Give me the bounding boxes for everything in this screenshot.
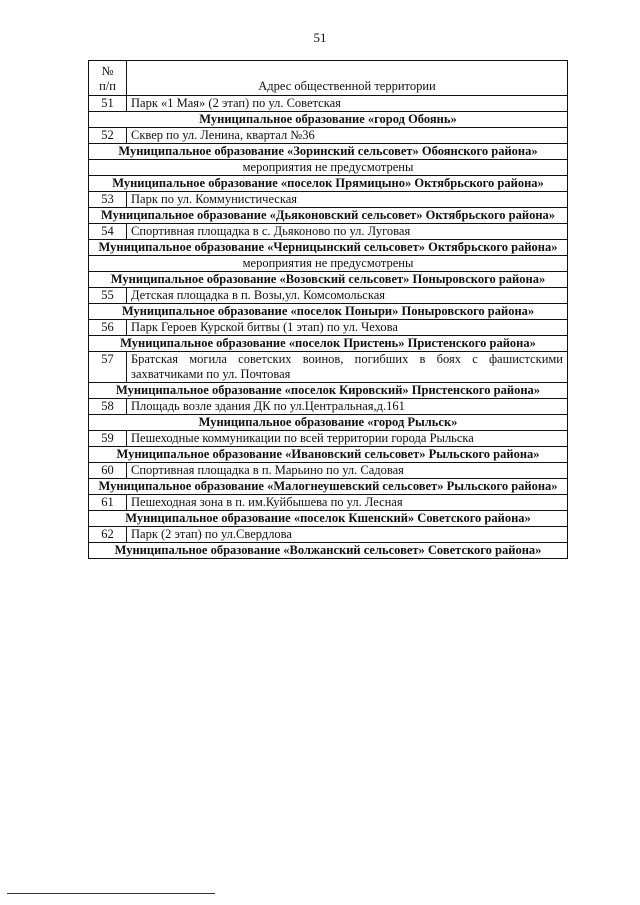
row-address: Сквер по ул. Ленина, квартал №36 bbox=[127, 128, 568, 144]
row-address: Пешеходные коммуникации по всей территории города Рыльска bbox=[127, 431, 568, 447]
municipality-heading: Муниципальное образование «поселок Прямицыно» Октябрьского района» bbox=[89, 176, 568, 192]
table-row-territory bbox=[89, 128, 568, 144]
table-row-municipality bbox=[89, 543, 568, 559]
row-address: Спортивная площадка в с. Дьяконово по ул. Луговая bbox=[127, 224, 568, 240]
table-row-municipality bbox=[89, 511, 568, 527]
table-row-municipality bbox=[89, 415, 568, 431]
municipality-heading: Муниципальное образование «поселок Кировский» Пристенского района» bbox=[89, 383, 568, 399]
row-number: 57 bbox=[89, 352, 127, 383]
table-row-territory bbox=[89, 527, 568, 543]
row-address: Парк Героев Курской битвы (1 этап) по ул. Чехова bbox=[127, 320, 568, 336]
table-row-territory bbox=[89, 431, 568, 447]
row-address: Парк по ул. Коммунистическая bbox=[127, 192, 568, 208]
row-number: 51 bbox=[89, 96, 127, 112]
row-number: 52 bbox=[89, 128, 127, 144]
row-number: 62 bbox=[89, 527, 127, 543]
municipality-heading: Муниципальное образование «Черницынский сельсовет» Октябрьского района» bbox=[89, 240, 568, 256]
table-row-territory bbox=[89, 352, 568, 383]
no-measures-note: мероприятия не предусмотрены bbox=[89, 160, 568, 176]
table-row-municipality bbox=[89, 144, 568, 160]
table-row-territory bbox=[89, 495, 568, 511]
table-row-no-measures bbox=[89, 160, 568, 176]
row-address: Парк (2 этап) по ул.Свердлова bbox=[127, 527, 568, 543]
municipality-heading: Муниципальное образование «город Рыльск» bbox=[89, 415, 568, 431]
row-address: Братская могила советских воинов, погибших в боях с фашистскими захватчиками по ул. Почтовая bbox=[127, 352, 568, 383]
table-row-no-measures bbox=[89, 256, 568, 272]
row-number: 61 bbox=[89, 495, 127, 511]
municipality-heading: Муниципальное образование «поселок Кшенский» Советского района» bbox=[89, 511, 568, 527]
table-row-municipality bbox=[89, 240, 568, 256]
row-number: 60 bbox=[89, 463, 127, 479]
header-number-label: № п/п bbox=[99, 64, 116, 93]
row-number: 54 bbox=[89, 224, 127, 240]
table-row-municipality bbox=[89, 208, 568, 224]
header-address: Адрес общественной территории bbox=[127, 61, 568, 96]
table-row-municipality bbox=[89, 383, 568, 399]
table-header-row bbox=[89, 61, 568, 96]
municipality-heading: Муниципальное образование «город Обоянь» bbox=[89, 112, 568, 128]
row-number: 56 bbox=[89, 320, 127, 336]
table-row-territory bbox=[89, 224, 568, 240]
table-row-municipality bbox=[89, 479, 568, 495]
table-row-municipality bbox=[89, 336, 568, 352]
table-row-territory bbox=[89, 399, 568, 415]
table-body bbox=[89, 96, 568, 559]
municipality-heading: Муниципальное образование «Ивановский сельсовет» Рыльского района» bbox=[89, 447, 568, 463]
table-row-territory bbox=[89, 320, 568, 336]
table-row-municipality bbox=[89, 112, 568, 128]
row-address: Пешеходная зона в п. им.Куйбышева по ул. Лесная bbox=[127, 495, 568, 511]
municipality-heading: Муниципальное образование «поселок Поныри» Поныровского района» bbox=[89, 304, 568, 320]
table-row-territory bbox=[89, 463, 568, 479]
header-number bbox=[89, 61, 127, 96]
table-row-municipality bbox=[89, 447, 568, 463]
municipality-heading: Муниципальное образование «Волжанский сельсовет» Советского района» bbox=[89, 543, 568, 559]
footer-rule bbox=[7, 893, 215, 894]
row-number: 53 bbox=[89, 192, 127, 208]
page-number: 51 bbox=[313, 30, 327, 45]
row-number: 58 bbox=[89, 399, 127, 415]
table-row-municipality bbox=[89, 272, 568, 288]
municipality-heading: Муниципальное образование «поселок Пристень» Пристенского района» bbox=[89, 336, 568, 352]
territories-table bbox=[88, 60, 568, 559]
row-address: Спортивная площадка в п. Марьино по ул. Садовая bbox=[127, 463, 568, 479]
municipality-heading: Муниципальное образование «Малогнеушевский сельсовет» Рыльского района» bbox=[89, 479, 568, 495]
row-address: Парк «1 Мая» (2 этап) по ул. Советская bbox=[127, 96, 568, 112]
row-number: 59 bbox=[89, 431, 127, 447]
table-row-municipality bbox=[89, 176, 568, 192]
table-row-municipality bbox=[89, 304, 568, 320]
row-address: Детская площадка в п. Возы,ул. Комсомольская bbox=[127, 288, 568, 304]
municipality-heading: Муниципальное образование «Зоринский сельсовет» Обоянского района» bbox=[89, 144, 568, 160]
municipality-heading: Муниципальное образование «Дьяконовский сельсовет» Октябрьского района» bbox=[89, 208, 568, 224]
no-measures-note: мероприятия не предусмотрены bbox=[89, 256, 568, 272]
row-number: 55 bbox=[89, 288, 127, 304]
table-row-territory bbox=[89, 96, 568, 112]
table-row-territory bbox=[89, 192, 568, 208]
municipality-heading: Муниципальное образование «Возовский сельсовет» Поныровского района» bbox=[89, 272, 568, 288]
table-row-territory bbox=[89, 288, 568, 304]
row-address: Площадь возле здания ДК по ул.Центральная,д.161 bbox=[127, 399, 568, 415]
